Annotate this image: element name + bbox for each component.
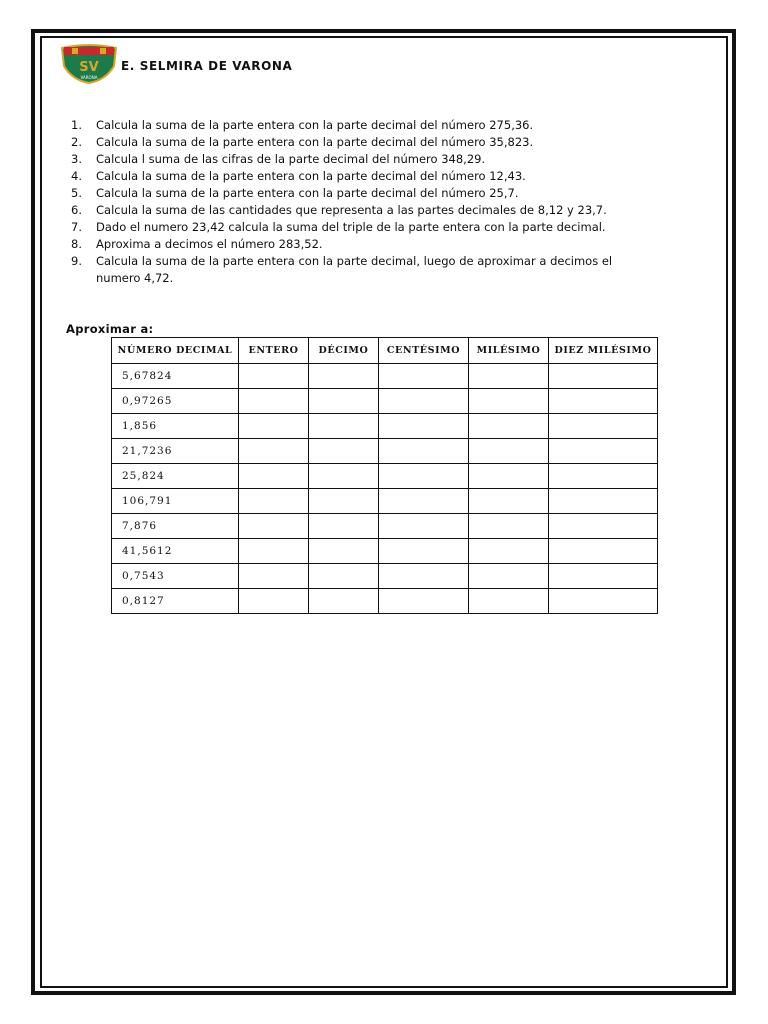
answer-cell[interactable] <box>239 414 309 439</box>
decimal-number-cell: 5,67824 <box>112 364 239 389</box>
question-text: Calcula l suma de las cifras de la parte decimal del número 348,29. <box>96 152 486 166</box>
question-item <box>66 236 666 253</box>
question-text: Calcula la suma de la parte entera con la parte decimal, luego de aproximar a decimos el numero 4,72. <box>96 254 613 285</box>
decimal-number-cell: 0,8127 <box>112 589 239 614</box>
question-text: Calcula la suma de la parte entera con la parte decimal del número 12,43. <box>96 169 526 183</box>
answer-cell[interactable] <box>469 564 549 589</box>
answer-cell[interactable] <box>549 389 658 414</box>
logo-caption: VARONA <box>80 75 98 80</box>
decimal-number-cell: 0,7543 <box>112 564 239 589</box>
decimal-number-cell: 1,856 <box>112 414 239 439</box>
answer-cell[interactable] <box>379 464 469 489</box>
answer-cell[interactable] <box>549 564 658 589</box>
answer-cell[interactable] <box>379 589 469 614</box>
answer-cell[interactable] <box>379 364 469 389</box>
table-row <box>112 589 658 614</box>
answer-cell[interactable] <box>379 389 469 414</box>
answer-cell[interactable] <box>239 489 309 514</box>
answer-cell[interactable] <box>379 414 469 439</box>
approx-section-label: Aproximar a: <box>66 322 154 336</box>
answer-cell[interactable] <box>309 539 379 564</box>
answer-cell[interactable] <box>309 389 379 414</box>
column-header: CENTÉSIMO <box>379 338 469 364</box>
answer-cell[interactable] <box>469 439 549 464</box>
question-text: Dado el numero 23,42 calcula la suma del triple de la parte entera con la parte decimal. <box>96 220 606 234</box>
decimal-number-cell: 7,876 <box>112 514 239 539</box>
table-row <box>112 464 658 489</box>
question-item <box>66 202 666 219</box>
answer-cell[interactable] <box>469 464 549 489</box>
answer-cell[interactable] <box>239 389 309 414</box>
answer-cell[interactable] <box>379 514 469 539</box>
question-text: Calcula la suma de la parte entera con la parte decimal del número 275,36. <box>96 118 534 132</box>
question-number: 6. <box>71 203 82 217</box>
column-header: ENTERO <box>239 338 309 364</box>
question-number: 2. <box>71 135 82 149</box>
answer-cell[interactable] <box>309 564 379 589</box>
answer-cell[interactable] <box>549 364 658 389</box>
answer-cell[interactable] <box>549 414 658 439</box>
question-item <box>66 219 666 236</box>
answer-cell[interactable] <box>239 539 309 564</box>
question-text: Calcula la suma de las cantidades que representa a las partes decimales de 8,12 y 23,7. <box>96 203 607 217</box>
column-header: NÚMERO DECIMAL <box>112 338 239 364</box>
answer-cell[interactable] <box>309 589 379 614</box>
answer-cell[interactable] <box>469 589 549 614</box>
table-row <box>112 414 658 439</box>
question-number: 7. <box>71 220 82 234</box>
decimal-number-cell: 25,824 <box>112 464 239 489</box>
answer-cell[interactable] <box>239 439 309 464</box>
approximation-table <box>111 337 658 614</box>
answer-cell[interactable] <box>469 514 549 539</box>
table-row <box>112 364 658 389</box>
decimal-number-cell: 0,97265 <box>112 389 239 414</box>
question-item <box>66 151 666 168</box>
question-number: 3. <box>71 152 82 166</box>
answer-cell[interactable] <box>469 389 549 414</box>
school-crest-logo <box>58 42 120 84</box>
question-number: 9. <box>71 254 82 268</box>
answer-cell[interactable] <box>379 489 469 514</box>
decimal-number-cell: 21,7236 <box>112 439 239 464</box>
question-item <box>66 168 666 185</box>
answer-cell[interactable] <box>549 539 658 564</box>
answer-cell[interactable] <box>309 464 379 489</box>
answer-cell[interactable] <box>469 414 549 439</box>
answer-cell[interactable] <box>469 489 549 514</box>
question-text: Calcula la suma de la parte entera con la parte decimal del número 25,7. <box>96 186 519 200</box>
answer-cell[interactable] <box>469 364 549 389</box>
answer-cell[interactable] <box>549 464 658 489</box>
column-header: DÉCIMO <box>309 338 379 364</box>
logo-letters: SV <box>79 60 99 75</box>
question-item <box>66 117 666 134</box>
answer-cell[interactable] <box>549 514 658 539</box>
answer-cell[interactable] <box>239 464 309 489</box>
decimal-number-cell: 106,791 <box>112 489 239 514</box>
answer-cell[interactable] <box>239 514 309 539</box>
decimal-number-cell: 41,5612 <box>112 539 239 564</box>
answer-cell[interactable] <box>309 514 379 539</box>
answer-cell[interactable] <box>309 489 379 514</box>
answer-cell[interactable] <box>239 364 309 389</box>
table-row <box>112 539 658 564</box>
answer-cell[interactable] <box>239 564 309 589</box>
question-number: 5. <box>71 186 82 200</box>
column-header: DIEZ MILÉSIMO <box>549 338 658 364</box>
column-header: MILÉSIMO <box>469 338 549 364</box>
table-row <box>112 564 658 589</box>
question-number: 8. <box>71 237 82 251</box>
question-item <box>66 134 666 151</box>
answer-cell[interactable] <box>379 439 469 464</box>
answer-cell[interactable] <box>469 539 549 564</box>
question-item <box>66 185 666 202</box>
answer-cell[interactable] <box>549 589 658 614</box>
school-name: E. SELMIRA DE VARONA <box>121 59 293 73</box>
answer-cell[interactable] <box>309 439 379 464</box>
table-row <box>112 514 658 539</box>
answer-cell[interactable] <box>239 589 309 614</box>
answer-cell[interactable] <box>549 439 658 464</box>
question-number: 4. <box>71 169 82 183</box>
question-item <box>66 253 666 287</box>
answer-cell[interactable] <box>309 414 379 439</box>
answer-cell[interactable] <box>549 489 658 514</box>
table-row <box>112 489 658 514</box>
table-body <box>112 364 658 614</box>
answer-cell[interactable] <box>379 564 469 589</box>
table-row <box>112 389 658 414</box>
answer-cell[interactable] <box>379 539 469 564</box>
table-header-row <box>112 338 658 364</box>
question-number: 1. <box>71 118 82 132</box>
question-text: Aproxima a decimos el número 283,52. <box>96 237 323 251</box>
answer-cell[interactable] <box>309 364 379 389</box>
question-list <box>66 117 666 287</box>
question-text: Calcula la suma de la parte entera con la parte decimal del número 35,823. <box>96 135 534 149</box>
table-row <box>112 439 658 464</box>
